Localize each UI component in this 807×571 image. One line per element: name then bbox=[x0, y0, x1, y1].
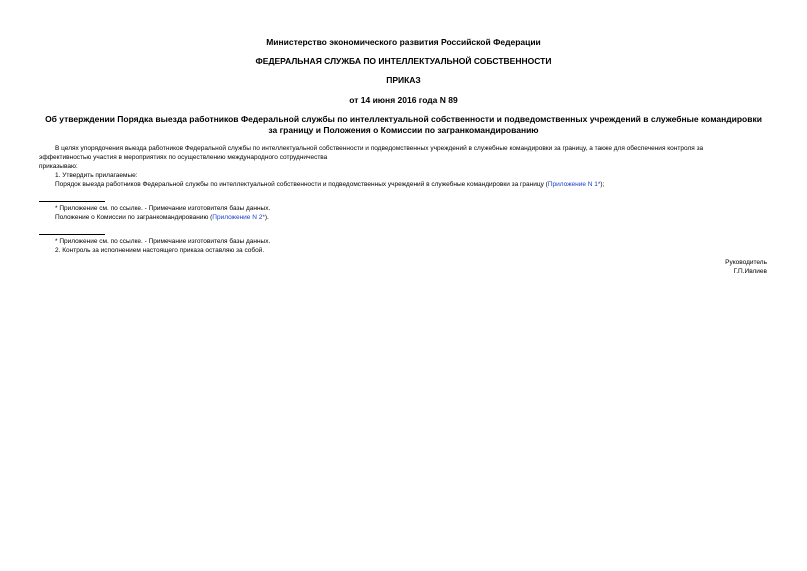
footnote-divider-2 bbox=[39, 234, 105, 235]
item-1-b-text: Положение о Комиссии по загранкомандированию ( bbox=[55, 214, 213, 221]
document-title: Об утверждении Порядка выезда работников Федеральной службы по интеллектуальной собственности и подведомственных учреждений в служебные командировки за границу и Положения о Комиссии по загранкомандированию bbox=[45, 114, 762, 135]
item-1-a-text: Порядок выезда работников Федеральной службы по интеллектуальной собственности и подведомственных учреждений в служебные командировки за границу ( bbox=[55, 181, 548, 188]
footnote-1: * Приложение см. по ссылке. - Примечание изготовителя базы данных. bbox=[55, 205, 271, 212]
signature-name: Г.П.Ивлиев bbox=[733, 268, 767, 275]
item-1-b-end: ). bbox=[264, 214, 269, 221]
appendix-2-link[interactable]: Приложение N 2* bbox=[212, 214, 265, 221]
item-2: 2. Контроль за исполнением настоящего приказа оставляю за собой. bbox=[55, 247, 265, 254]
item-1-b bbox=[55, 214, 269, 223]
preamble-line-1: В целях упорядочения выезда работников Федеральной службы по интеллектуальной собственности и подведомственных учреждений в служебные командировки за границу, а также для обеспечения контроля за bbox=[55, 145, 704, 152]
item-1-a bbox=[55, 181, 604, 190]
item-1: 1. Утвердить прилагаемые: bbox=[55, 172, 138, 179]
signature-position: Руководитель bbox=[725, 259, 767, 266]
appendix-1-link[interactable]: Приложение N 1* bbox=[547, 181, 601, 188]
service-heading: ФЕДЕРАЛЬНАЯ СЛУЖБА ПО ИНТЕЛЛЕКТУАЛЬНОЙ СОБСТВЕННОСТИ bbox=[255, 56, 552, 66]
order-word: приказываю: bbox=[39, 163, 78, 170]
preamble-line-2: эффективностью участия в мероприятиях по осуществлению международного сотрудничества bbox=[39, 154, 328, 161]
ministry-heading: Министерство экономического развития Российской Федерации bbox=[266, 37, 541, 47]
date-number-heading: от 14 июня 2016 года N 89 bbox=[349, 95, 458, 105]
footnote-divider-1 bbox=[39, 201, 105, 202]
item-1-a-end: ); bbox=[600, 181, 605, 188]
doc-type-heading: ПРИКАЗ bbox=[386, 75, 421, 85]
footnote-2: * Приложение см. по ссылке. - Примечание изготовителя базы данных. bbox=[55, 238, 271, 245]
